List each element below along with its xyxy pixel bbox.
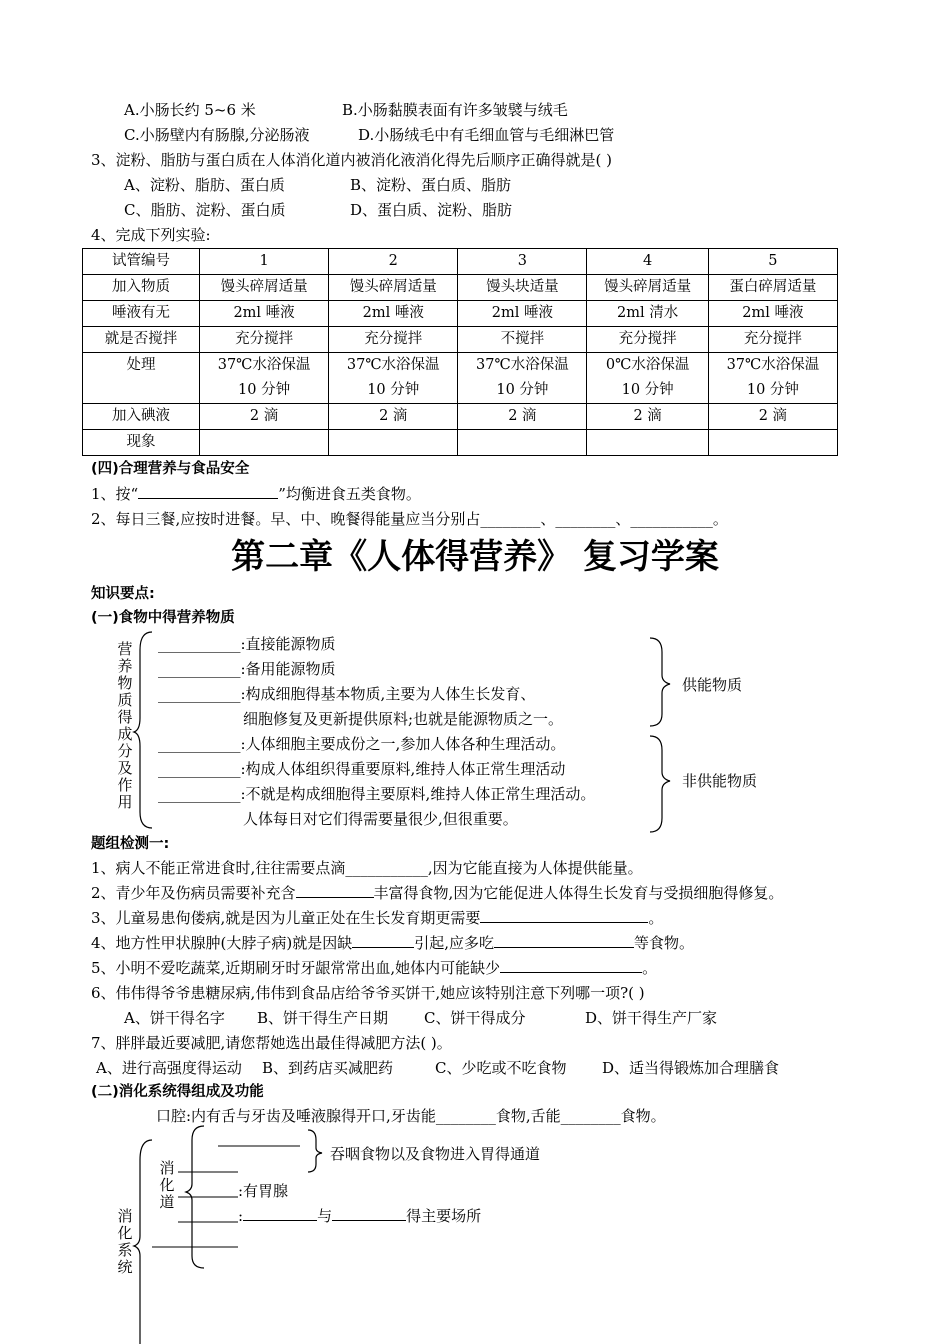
row-label: 就是否搅拌	[83, 327, 200, 353]
option-b: B.小肠黏膜表面有许多皱襞与绒毛	[342, 101, 568, 119]
table-cell: 2	[329, 249, 458, 275]
quiz-q1: 1、病人不能正常进食时,往往需要点滴___________,因为它能直接为人体提供能量。	[91, 859, 643, 877]
section4-line2: 2、每日三餐,应按时进餐。早、中、晚餐得能量应当分别占________、________、___________。	[91, 510, 728, 528]
quiz-q6-option: B、饼干得生产日期	[257, 1009, 389, 1027]
quiz-q6-option: D、饼干得生产厂家	[585, 1009, 718, 1027]
table-cell: 充分搅拌	[587, 327, 708, 353]
table-cell: 37℃水浴保温 10 分钟	[458, 353, 587, 404]
table-cell: 馒头碎屑适量	[200, 275, 329, 301]
section4-line1: 1、按“ ”均衡进食五类食物。	[91, 485, 421, 503]
quiz-q4: 4、地方性甲状腺肿(大脖子病)就是因缺 引起,应多吃 等食物。	[91, 934, 695, 952]
nutrient-item: ___________:备用能源物质	[158, 660, 336, 678]
table-cell: 充分搅拌	[200, 327, 329, 353]
table-cell: 4	[587, 249, 708, 275]
table-cell: 2 滴	[329, 404, 458, 430]
q3-option-b: B、淀粉、蛋白质、脂肪	[350, 176, 512, 194]
table-cell: 不搅拌	[458, 327, 587, 353]
quiz-q5: 5、小明不爱吃蔬菜,近期刷牙时牙龈常常出血,她体内可能缺少 。	[91, 959, 658, 977]
digest-mouth: 口腔:内有舌与牙齿及唾液腺得开口,牙齿能________食物,舌能________食物。	[156, 1107, 666, 1125]
nutrient-item: ___________:构成人体组织得重要原料,维持人体正常生理活动	[158, 760, 566, 778]
table-cell: 馒头块适量	[458, 275, 587, 301]
energy-label: 供能物质	[682, 676, 743, 694]
q4-stem: 4、完成下列实验:	[91, 226, 211, 244]
knowledge-heading: 知识要点:	[91, 586, 155, 602]
quiz-q3: 3、儿童易患佝偻病,就是因为儿童正处在生长发育期更需要 。	[91, 909, 664, 927]
table-cell: 3	[458, 249, 587, 275]
digest-intestine: : 与 得主要场所	[238, 1207, 482, 1225]
quiz-q6-option: C、饼干得成分	[424, 1009, 526, 1027]
table-cell: 2 滴	[587, 404, 708, 430]
q3-option-d: D、蛋白质、淀粉、脂肪	[350, 201, 513, 219]
option-a: A.小肠长约 5~6 米	[124, 101, 256, 119]
table-cell: 2 滴	[458, 404, 587, 430]
table-cell: 2ml 清水	[587, 301, 708, 327]
quiz-q7-option: A、进行高强度得运动	[96, 1059, 242, 1077]
nutrient-item: 人体每日对它们得需要量很少,但很重要。	[243, 810, 518, 828]
option-d: D.小肠绒毛中有毛细血管与毛细淋巴管	[358, 126, 615, 144]
quiz-heading: 题组检测一:	[91, 836, 170, 852]
table-cell: 2 滴	[200, 404, 329, 430]
nonenergy-label: 非供能物质	[682, 772, 758, 790]
digest-stomach: :有胃腺	[238, 1182, 289, 1200]
row-label: 试管编号	[83, 249, 200, 275]
table-cell: 2ml 唾液	[329, 301, 458, 327]
digest-system-label: 消化系统	[117, 1207, 133, 1276]
table-cell: 37℃水浴保温 10 分钟	[329, 353, 458, 404]
quiz-q7-option: C、少吃或不吃食物	[435, 1059, 567, 1077]
table-cell: 2ml 唾液	[200, 301, 329, 327]
row-label: 现象	[83, 430, 200, 456]
table-cell: 2ml 唾液	[458, 301, 587, 327]
table-cell: 5	[708, 249, 837, 275]
nutrients-heading: (一)食物中得营养物质	[91, 610, 235, 626]
digest-tract-label: 消化道	[159, 1159, 175, 1211]
row-label: 加入物质	[83, 275, 200, 301]
table-cell: 2ml 唾液	[708, 301, 837, 327]
row-label: 加入碘液	[83, 404, 200, 430]
quiz-q7-option: B、到药店买减肥药	[262, 1059, 394, 1077]
q3-option-a: A、淀粉、脂肪、蛋白质	[124, 176, 285, 194]
quiz-q6: 6、伟伟得爷爷患糖尿病,伟伟到食品店给爷爷买饼干,她应该特别注意下列哪一项?( )	[91, 984, 645, 1002]
quiz-q7: 7、胖胖最近要减肥,请您帮她选出最佳得减肥方法( )。	[91, 1034, 452, 1052]
q3-option-c: C、脂肪、淀粉、蛋白质	[124, 201, 286, 219]
nutrient-item: ___________:直接能源物质	[158, 635, 336, 653]
nutrients-vertical-label: 营养物质得成分及作用	[117, 640, 133, 811]
row-label: 处理	[83, 353, 200, 404]
table-cell: 充分搅拌	[708, 327, 837, 353]
row-label: 唾液有无	[83, 301, 200, 327]
nutrient-item: 细胞修复及更新提供原料;也就是能源物质之一。	[243, 710, 564, 728]
table-cell: 1	[200, 249, 329, 275]
table-cell: 37℃水浴保温 10 分钟	[708, 353, 837, 404]
table-cell: 馒头碎屑适量	[587, 275, 708, 301]
table-cell: 0℃水浴保温 10 分钟	[587, 353, 708, 404]
quiz-q7-option: D、适当得锻炼加合理膳食	[602, 1059, 780, 1077]
option-c: C.小肠壁内有肠腺,分泌肠液	[124, 126, 310, 144]
digest-heading: (二)消化系统得组成及功能	[91, 1084, 264, 1100]
nutrient-item: ___________:人体细胞主要成份之一,参加人体各种生理活动。	[158, 735, 566, 753]
quiz-q2: 2、青少年及伤病员需要补充含 丰富得食物,因为它能促进人体得生长发育与受损细胞得修复。	[91, 884, 784, 902]
table-cell: 37℃水浴保温 10 分钟	[200, 353, 329, 404]
nutrient-item: ___________:构成细胞得基本物质,主要为人体生长发育、	[158, 685, 536, 703]
table-cell: 充分搅拌	[329, 327, 458, 353]
table-cell: 馒头碎屑适量	[329, 275, 458, 301]
section4-heading: (四)合理营养与食品安全	[91, 461, 250, 477]
quiz-q6-option: A、饼干得名字	[124, 1009, 225, 1027]
page-title: 第二章《人体得营养》 复习学案	[231, 537, 719, 577]
nutrient-item: ___________:不就是构成细胞得主要原料,维持人体正常生理活动。	[158, 785, 596, 803]
q3-stem: 3、淀粉、脂肪与蛋白质在人体消化道内被消化液消化得先后顺序正确得就是( )	[91, 151, 613, 169]
digest-swallow: 吞咽食物以及食物进入胃得通道	[330, 1145, 541, 1163]
table-cell: 蛋白碎屑适量	[708, 275, 837, 301]
table-cell: 2 滴	[708, 404, 837, 430]
